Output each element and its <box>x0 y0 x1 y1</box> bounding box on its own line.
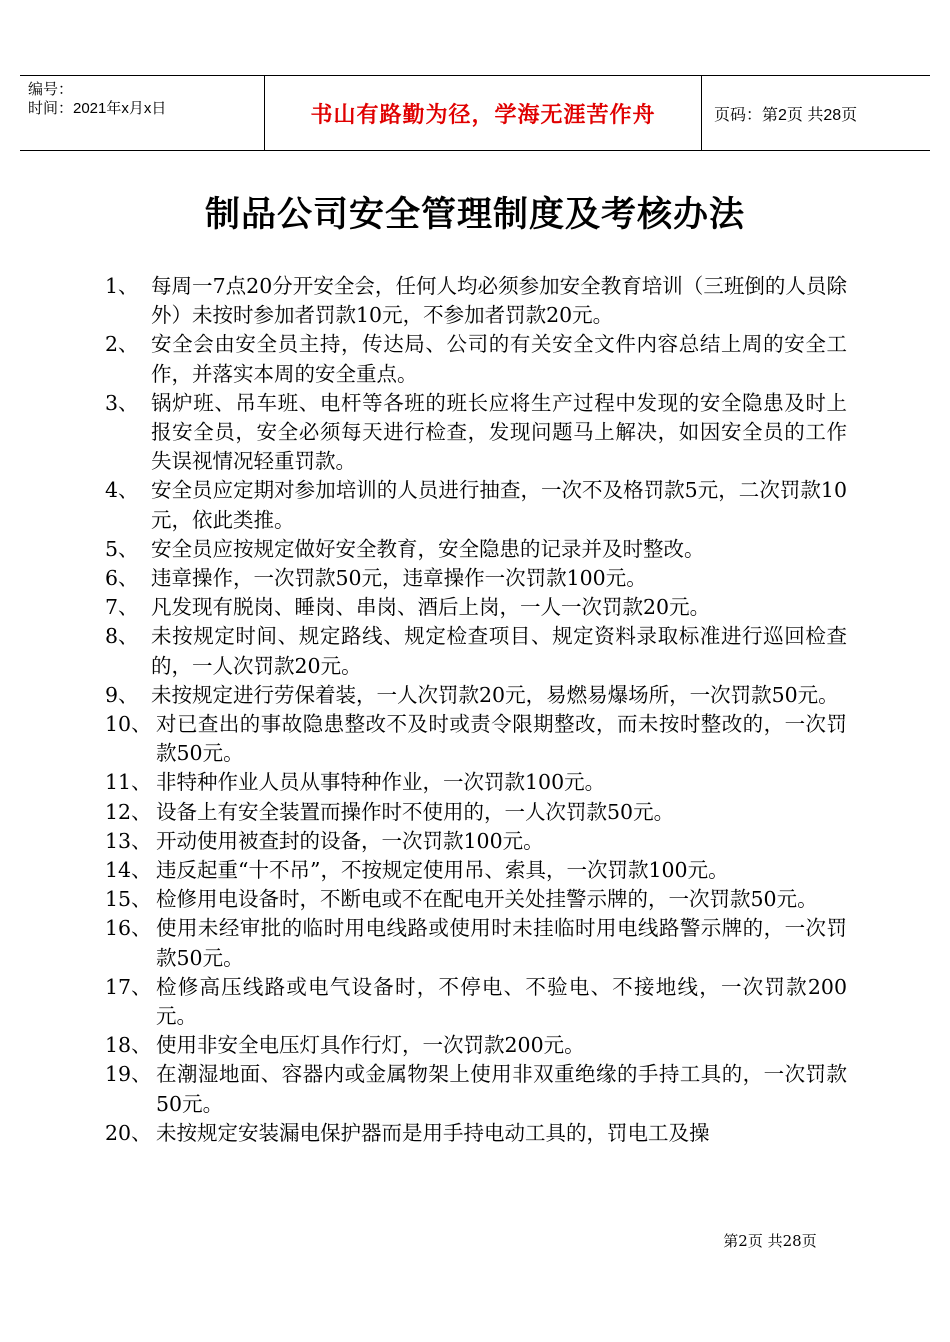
header-meta-cell <box>20 76 262 150</box>
item-text: 在潮湿地面、容器内或金属物架上使用非双重绝缘的手持工具的，一次罚款50元。 <box>156 1062 847 1116</box>
item-number: 1、 <box>105 274 139 298</box>
item-number: 9、 <box>105 682 139 707</box>
header-motto-cell <box>264 76 702 150</box>
item-number: 5、 <box>105 536 139 561</box>
page-footer: 第2页 共28页 <box>723 1232 817 1250</box>
list-item <box>105 1031 847 1060</box>
list-item <box>105 973 847 1031</box>
item-number: 11、 <box>105 770 152 795</box>
item-text: 未按规定安装漏电保护器而是用手持电动工具的，罚电工及操 <box>156 1120 710 1145</box>
item-number: 7、 <box>105 595 139 620</box>
item-number: 16、 <box>105 916 152 941</box>
list-item <box>105 622 847 680</box>
item-text: 设备上有安全装置而操作时不使用的，一人次罚款50元。 <box>156 799 675 824</box>
item-text: 安全会由安全员主持，传达局、公司的有关安全文件内容总结上周的安全工作，并落实本周的安全重点。 <box>151 332 847 386</box>
item-text: 检修用电设备时，不断电或不在配电开关处挂警示牌的，一次罚款50元。 <box>156 887 818 912</box>
list-item <box>105 798 847 827</box>
item-text: 检修高压线路或电气设备时，不停电、不验电、不接地线，一次罚款200元。 <box>156 974 847 1029</box>
item-text: 未按规定进行劳保着装，一人次罚款20元，易燃易爆场所，一次罚款50元。 <box>151 682 839 707</box>
header-page-info: 页码：第2页 共28页 <box>714 106 858 124</box>
document-code-label: 编号： <box>28 81 74 98</box>
list-item <box>105 272 847 330</box>
header-motto: 书山有路勤为径，学海无涯苦作舟 <box>310 102 656 128</box>
list-item <box>105 564 847 593</box>
item-text: 使用非安全电压灯具作行灯，一次罚款200元。 <box>156 1033 585 1058</box>
list-item <box>105 827 847 856</box>
list-item <box>105 914 847 972</box>
list-item <box>105 856 847 885</box>
list-item <box>105 885 847 914</box>
item-number: 14、 <box>105 858 152 883</box>
list-item <box>105 1060 847 1118</box>
item-number: 15、 <box>105 887 152 912</box>
list-item <box>105 710 847 768</box>
item-number: 17、 <box>105 974 152 999</box>
item-number: 10、 <box>105 712 152 737</box>
item-number: 13、 <box>105 828 152 853</box>
item-number: 20、 <box>105 1120 152 1145</box>
page-header <box>20 75 930 151</box>
item-text: 凡发现有脱岗、睡岗、串岗、酒后上岗，一人一次罚款20元。 <box>151 595 711 620</box>
list-item <box>105 768 847 797</box>
list-item <box>105 476 847 534</box>
item-number: 6、 <box>105 566 139 591</box>
item-text: 安全员应定期对参加培训的人员进行抽查，一次不及格罚款5元，二次罚款10元，依此类推。 <box>151 478 847 532</box>
item-text: 未按规定时间、规定路线、规定检查项目、规定资料录取标准进行巡回检查的，一人次罚款20元。 <box>151 624 847 678</box>
item-text: 安全员应按规定做好安全教育，安全隐患的记录并及时整改。 <box>151 536 705 561</box>
list-item <box>105 535 847 564</box>
item-number: 3、 <box>105 390 139 415</box>
document-date: 时间：2021年x月x日 <box>28 100 167 117</box>
item-text: 违反起重“十不吊”，不按规定使用吊、索具，一次罚款100元。 <box>156 858 729 883</box>
item-number: 2、 <box>105 332 139 357</box>
item-number: 18、 <box>105 1033 152 1058</box>
header-page-cell <box>702 76 930 150</box>
item-text: 对已查出的事故隐患整改不及时或责令限期整改，而未按时整改的，一次罚款50元。 <box>156 712 847 766</box>
item-number: 8、 <box>105 624 139 649</box>
item-number: 19、 <box>105 1062 152 1087</box>
document-title: 制品公司安全管理制度及考核办法 <box>204 195 745 235</box>
item-number: 12、 <box>105 799 152 824</box>
item-text: 使用未经审批的临时用电线路或使用时未挂临时用电线路警示牌的，一次罚款50元。 <box>156 916 847 970</box>
item-text: 开动使用被查封的设备，一次罚款100元。 <box>156 828 544 853</box>
item-text: 非特种作业人员从事特种作业，一次罚款100元。 <box>156 770 606 795</box>
item-text: 违章操作，一次罚款50元，违章操作一次罚款100元。 <box>151 566 647 591</box>
regulation-list <box>105 272 847 1148</box>
list-item <box>105 1119 847 1148</box>
item-text: 锅炉班、吊车班、电杆等各班的班长应将生产过程中发现的安全隐患及时上报安全员，安全必须每天进行检查，发现问题马上解决，如因安全员的工作失误视情况轻重罚款。 <box>151 390 847 474</box>
item-text: 每周一7点20分开安全会，任何人均必须参加安全教育培训（三班倒的人员除外）未按时参加者罚款10元，不参加者罚款20元。 <box>151 274 847 328</box>
list-item <box>105 681 847 710</box>
list-item <box>105 593 847 622</box>
item-number: 4、 <box>105 478 139 503</box>
list-item <box>105 389 847 477</box>
list-item <box>105 330 847 388</box>
